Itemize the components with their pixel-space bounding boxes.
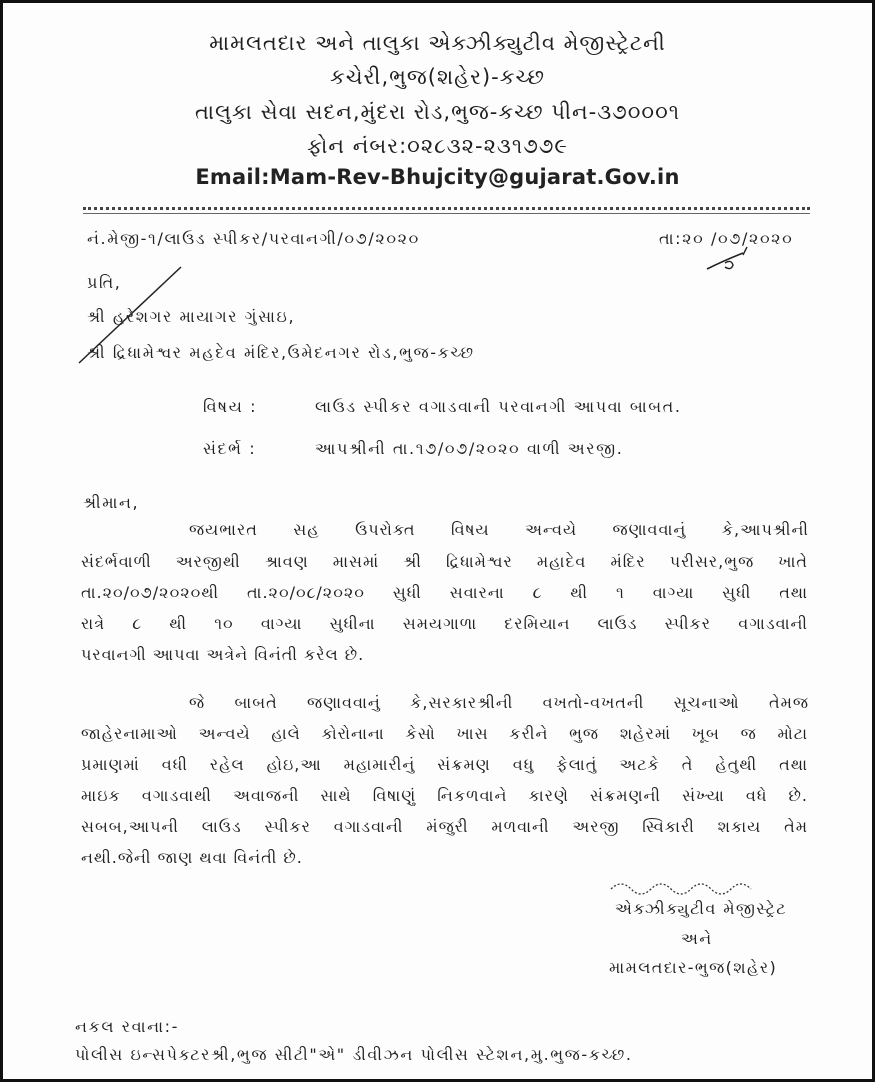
- context-text: આપશ્રીની તા.૧૭/૦૭/૨૦૨૦ વાળી અરજી.: [315, 439, 624, 458]
- paragraph1-line: પરવાનગી આપવા અત્રેને વિનંતી કરેલ છે.: [81, 645, 365, 664]
- date-handwritten-mark: [703, 235, 763, 277]
- paragraph1-line: જયભારત સહ ઉપરોક્ત વિષય અન્વયે જણાવવાનું કે,આપશ્રીની: [189, 520, 809, 539]
- paragraph2-line: માઇક વગાડવાથી અવાજની સાથે વિષાણું નિકળવાને કારણે સંક્રમણની સંખ્યા વધે છે.: [81, 786, 808, 805]
- paragraph1-line: રાત્રે ૮ થી ૧૦ વાગ્યા સુધીના સમયગાળા દરમિયાન લાઉડ સ્પીકર વગાડવાની: [81, 614, 808, 633]
- paragraph2-line: સબબ,આપની લાઉડ સ્પીકર વગાડવાની મંજુરી મળવાની અરજી સ્વિકારી શકાય તેમ: [81, 817, 808, 836]
- context-label: સંદર્ભ :: [203, 439, 257, 458]
- recipient-address: શ્રી દ્રિધામેશ્વર મહદેવ મંદિર,ઉમેદનગર રોડ,ભુજ-કચ્છ: [87, 343, 475, 362]
- reference-date: તા:૨૦ /૦૭/૨૦૨૦: [659, 229, 794, 248]
- paragraph2-line: જાહેરનામાઓ અન્વયે હાલે કોરોનાના કેસો ખાસ કરીને ભુજ શહેરમાં ખૂબ જ મોટા: [81, 724, 808, 743]
- letterhead-address: તાલુકા સેવા સદન,મુંદરા રોડ,ભુજ-કચ્છ પીન-૩૭૦૦૦૧: [194, 100, 680, 124]
- subject-text: લાઉડ સ્પીકર વગાડવાની પરવાનગી આપવા બાબત.: [315, 397, 682, 416]
- paragraph2-line: નથી.જેની જાણ થવા વિનંતી છે.: [81, 848, 303, 867]
- letterhead-office-location: કચેરી,ભુજ(શહેર)-કચ્છ: [329, 65, 546, 89]
- signature-title: એક્ઝીક્યુટીવ મેજીસ્ટ્રેટ: [615, 899, 788, 918]
- signature-and: અને: [681, 929, 713, 948]
- reference-number: નં.મેજી-૧/લાઉડ સ્પીકર/પરવાનગી/૦૭/૨૦૨૦: [87, 229, 420, 248]
- paragraph2-line: પ્રમાણમાં વધી રહેલ હોઇ,આ મહામારીનું સંક્રમણ વધુ ફેલાતું અટકે તે હેતુથી તથા: [81, 755, 808, 774]
- paragraph1-line: તા.૨૦/૦૭/૨૦૨૦થી તા.૨૦/૦૮/૨૦૨૦ સુધી સવારના ૮ થી ૧ વાગ્યા સુધી તથા: [81, 583, 808, 602]
- recipient-name: શ્રી હરેશગર માયાગર ગુંસાઇ,: [87, 307, 296, 326]
- copy-label: નકલ રવાના:-: [75, 1017, 179, 1036]
- letterhead-email: Email:Mam-Rev-Bhujcity@gujarat.Gov.in: [195, 165, 680, 189]
- salutation: શ્રીમાન,: [83, 493, 140, 512]
- signature-office: મામલતદાર-ભુજ(શહેર): [609, 958, 778, 977]
- signature-scribble: [607, 873, 777, 897]
- header-divider: [83, 213, 810, 214]
- subject-label: વિષય :: [203, 397, 258, 416]
- copy-recipient: પોલીસ ઇન્સપેક્ટરશ્રી,ભુજ સીટી"એ" ડીવીઝન પોલીસ સ્ટેશન,મુ.ભુજ-કચ્છ.: [75, 1045, 633, 1064]
- paragraph1-line: સંદર્ભવાળી અરજીથી શ્રાવણ માસમાં શ્રી દ્રિધામેશ્વર મહાદેવ મંદિર પરીસર,ભુજ ખાતે: [81, 552, 808, 571]
- letterhead-office-title: મામલતદાર અને તાલુકા એક્ઝીક્યુટીવ મેજીસ્ટ્રેટની: [209, 31, 666, 55]
- recipient-to-label: પ્રતિ,: [87, 273, 122, 292]
- paragraph2-line: જે બાબતે જણાવવાનું કે,સરકારશ્રીની વખતો-વખતની સૂચનાઓ તેમજ: [189, 693, 809, 712]
- handwritten-slash-mark: [73, 261, 193, 371]
- letterhead-phone: ફોન નંબર:૦૨૮૩૨-૨૩૧૭૭૯: [307, 134, 568, 158]
- header-divider-dotted: [83, 207, 810, 210]
